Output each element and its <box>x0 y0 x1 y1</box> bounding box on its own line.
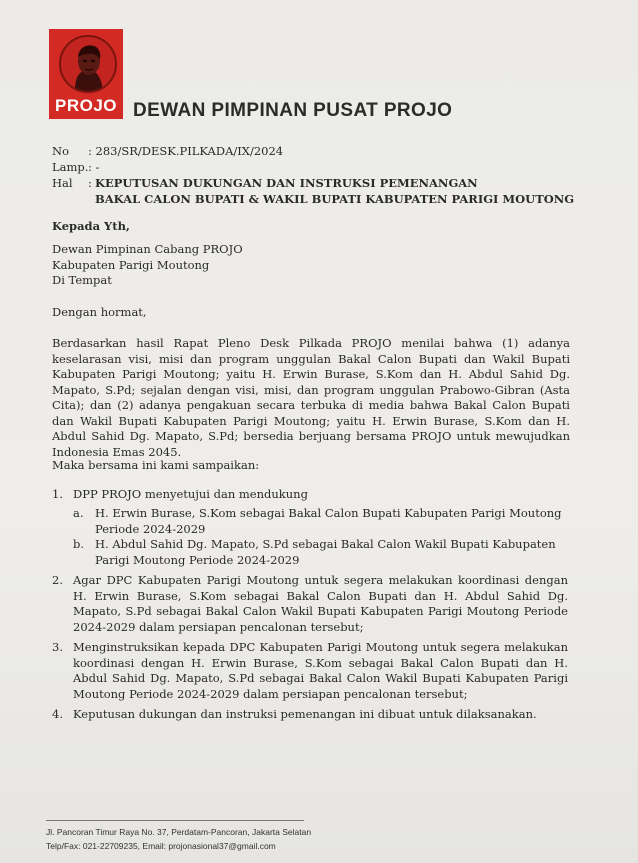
item-1-text: DPP PROJO menyetujui dan mendukung <box>73 487 308 501</box>
recipient-line-1: Dewan Pimpinan Cabang PROJO <box>52 242 243 256</box>
recipient-heading: Kepada Yth, <box>52 219 130 233</box>
footer-contact: Telp/Fax: 021-22709235, Email: projonasional37@gmail.com <box>46 841 276 851</box>
item-1-number: 1. <box>52 487 63 501</box>
meta-number-label: No <box>52 144 69 158</box>
item-4-text: Keputusan dukungan dan instruksi pemenangan ini dibuat untuk dilaksanakan. <box>73 707 537 721</box>
subitem-b-letter: b. <box>73 537 85 551</box>
subitem-b-text: H. Abdul Sahid Dg. Mapato, S.Pd sebagai Bakal Calon Wakil Bupati Kabupaten Parigi Moutong Periode 2024-2029 <box>95 537 556 567</box>
subject-line-1: KEPUTUSAN DUKUNGAN DAN INSTRUKSI PEMENANGAN <box>95 176 478 190</box>
recipient-block <box>52 242 572 289</box>
item-4-number: 4. <box>52 707 63 721</box>
meta-attachment-value: : - <box>88 160 100 174</box>
meta-number-value: : 283/SR/DESK.PILKADA/IX/2024 <box>88 144 284 158</box>
greeting: Dengan hormat, <box>52 305 147 319</box>
portrait-logo-icon <box>59 35 117 93</box>
item-3-number: 3. <box>52 640 63 654</box>
meta-attachment <box>52 159 99 175</box>
subitem-a-text: H. Erwin Burase, S.Kom sebagai Bakal Calon Bupati Kabupaten Parigi Moutong Periode 2024-2029 <box>95 506 562 536</box>
meta-subject <box>52 175 92 191</box>
projo-logo <box>49 29 123 119</box>
meta-subject-label: Hal <box>52 176 73 190</box>
meta-attachment-label: Lamp. <box>52 160 89 174</box>
logo-text: PROJO <box>54 96 118 115</box>
footer-address: Jl. Pancoran Timur Raya No. 37, Perdatam-Pancoran, Jakarta Selatan <box>46 827 312 837</box>
subject-line-2: BAKAL CALON BUPATI & WAKIL BUPATI KABUPATEN PARIGI MOUTONG <box>95 192 575 206</box>
footer-divider <box>46 820 304 821</box>
meta-number <box>52 143 283 159</box>
recipient-line-3: Di Tempat <box>52 273 112 287</box>
subject-text <box>95 175 574 207</box>
intro-line: Maka bersama ini kami sampaikan: <box>52 458 260 472</box>
recipient-line-2: Kabupaten Parigi Moutong <box>52 257 210 272</box>
organization-title: DEWAN PIMPINAN PUSAT PROJO <box>133 100 453 121</box>
meta-subject-colon: : <box>88 176 92 190</box>
item-2-number: 2. <box>52 573 63 587</box>
body-paragraph: Berdasarkan hasil Rapat Pleno Desk Pilkada PROJO menilai bahwa (1) adanya keselarasan visi, misi dan program unggulan Bakal Calon Bupati dan Wakil Bupati Kabupaten Parigi Moutong; yaitu H. Erwin Burase, S.Kom dan H. Abdul Sahid Dg. Mapato, S.Pd; sejalan dengan visi, misi, dan program unggulan Prabowo-Gibran (Asta Cita); dan (2) adanya pengakuan secara terbuka di media bahwa Bakal Calon Bupati dan Wakil Bupati Kabupaten Parigi Moutong; yaitu H. Erwin Burase, S.Kom dan H. Abdul Sahid Dg. Mapato, S.Pd; bersedia berjuang bersama PROJO untuk mewujudkan Indonesia Emas 2045. <box>52 336 570 459</box>
item-2-text: Agar DPC Kabupaten Parigi Moutong untuk segera melakukan koordinasi dengan H. Erwin Burase, S.Kom sebagai Bakal Calon Bupati dan H. Abdul Sahid Dg. Mapato, S.Pd sebagai Bakal Calon Wakil Bupati Kabupaten Parigi Moutong Periode 2024-2029 dalam persiapan pencalonan tersebut; <box>73 573 568 634</box>
item-3-text: Menginstruksikan kepada DPC Kabupaten Parigi Moutong untuk segera melakukan koordinasi dengan H. Erwin Burase, S.Kom sebagai Bakal Calon Bupati dan H. Abdul Sahid Dg. Mapato, S.Pd sebagai Bakal Calon Wakil Bupati Kabupaten Parigi Moutong Periode 2024-2029 dalam persiapan pencalonan tersebut; <box>73 640 568 701</box>
subitem-a-letter: a. <box>73 506 84 520</box>
